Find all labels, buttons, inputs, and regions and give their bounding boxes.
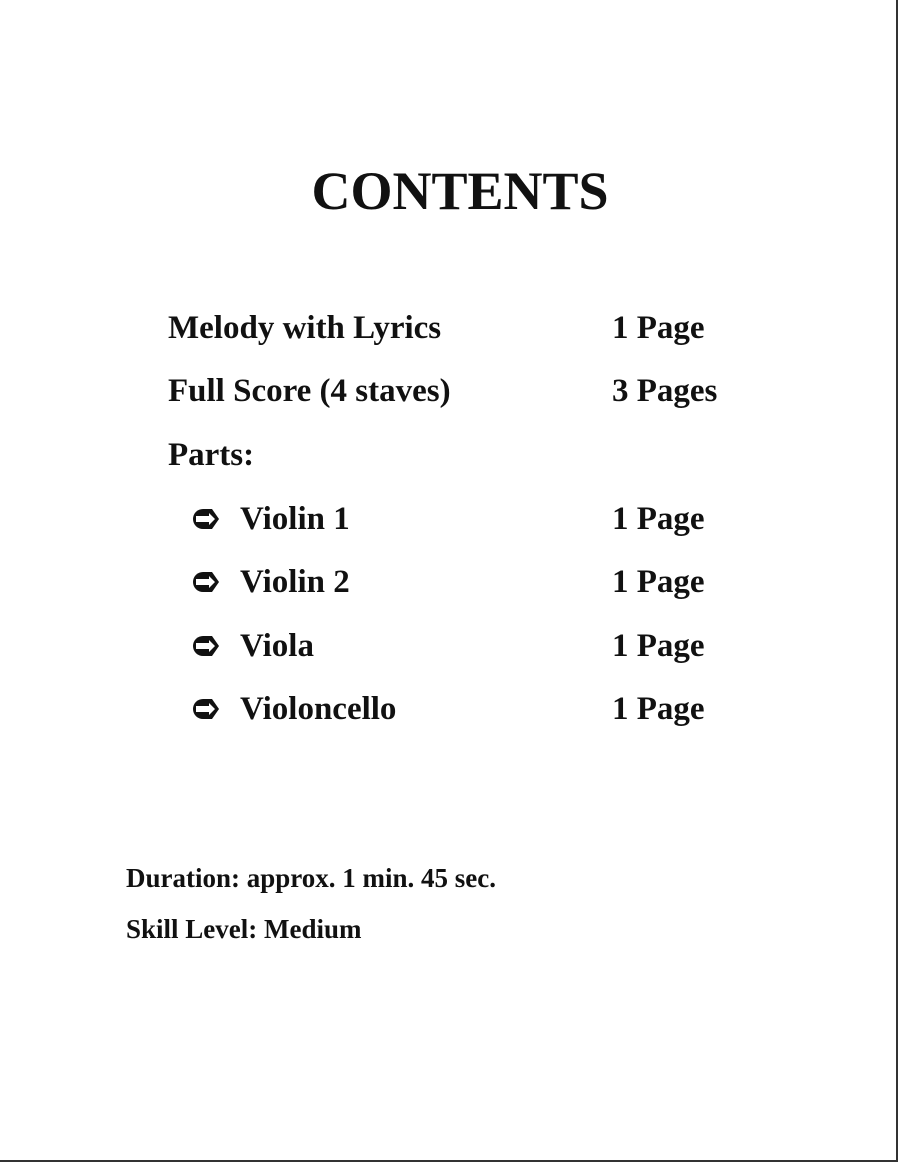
parts-heading: Parts: bbox=[168, 437, 255, 473]
part-label: Violoncello bbox=[240, 691, 397, 727]
part-pages: 1 Page bbox=[612, 501, 705, 537]
skill-level-text: Skill Level: Medium bbox=[126, 914, 362, 944]
part-pages: 1 Page bbox=[612, 628, 705, 664]
contents-row-full-score bbox=[0, 368, 896, 414]
contents-item-label: Melody with Lyrics bbox=[168, 310, 442, 346]
contents-row-part bbox=[0, 686, 896, 732]
part-label: Violin 2 bbox=[240, 564, 350, 600]
part-label: Viola bbox=[240, 628, 314, 664]
circled-arrow-right-icon bbox=[192, 571, 220, 593]
part-pages: 1 Page bbox=[612, 564, 705, 600]
contents-item-pages: 1 Page bbox=[612, 310, 705, 346]
duration-text: Duration: approx. 1 min. 45 sec. bbox=[126, 863, 497, 893]
contents-row-melody bbox=[0, 305, 896, 351]
contents-row-parts-heading bbox=[0, 432, 896, 478]
circled-arrow-right-icon bbox=[192, 635, 220, 657]
contents-row-part bbox=[0, 559, 896, 605]
contents-row-part bbox=[0, 623, 896, 669]
page-title: CONTENTS bbox=[311, 161, 609, 221]
part-pages: 1 Page bbox=[612, 691, 705, 727]
part-label: Violin 1 bbox=[240, 501, 350, 537]
contents-row-part bbox=[0, 496, 896, 542]
contents-item-pages: 3 Pages bbox=[612, 373, 718, 409]
circled-arrow-right-icon bbox=[192, 698, 220, 720]
circled-arrow-right-icon bbox=[192, 508, 220, 530]
contents-item-label: Full Score (4 staves) bbox=[168, 373, 451, 409]
